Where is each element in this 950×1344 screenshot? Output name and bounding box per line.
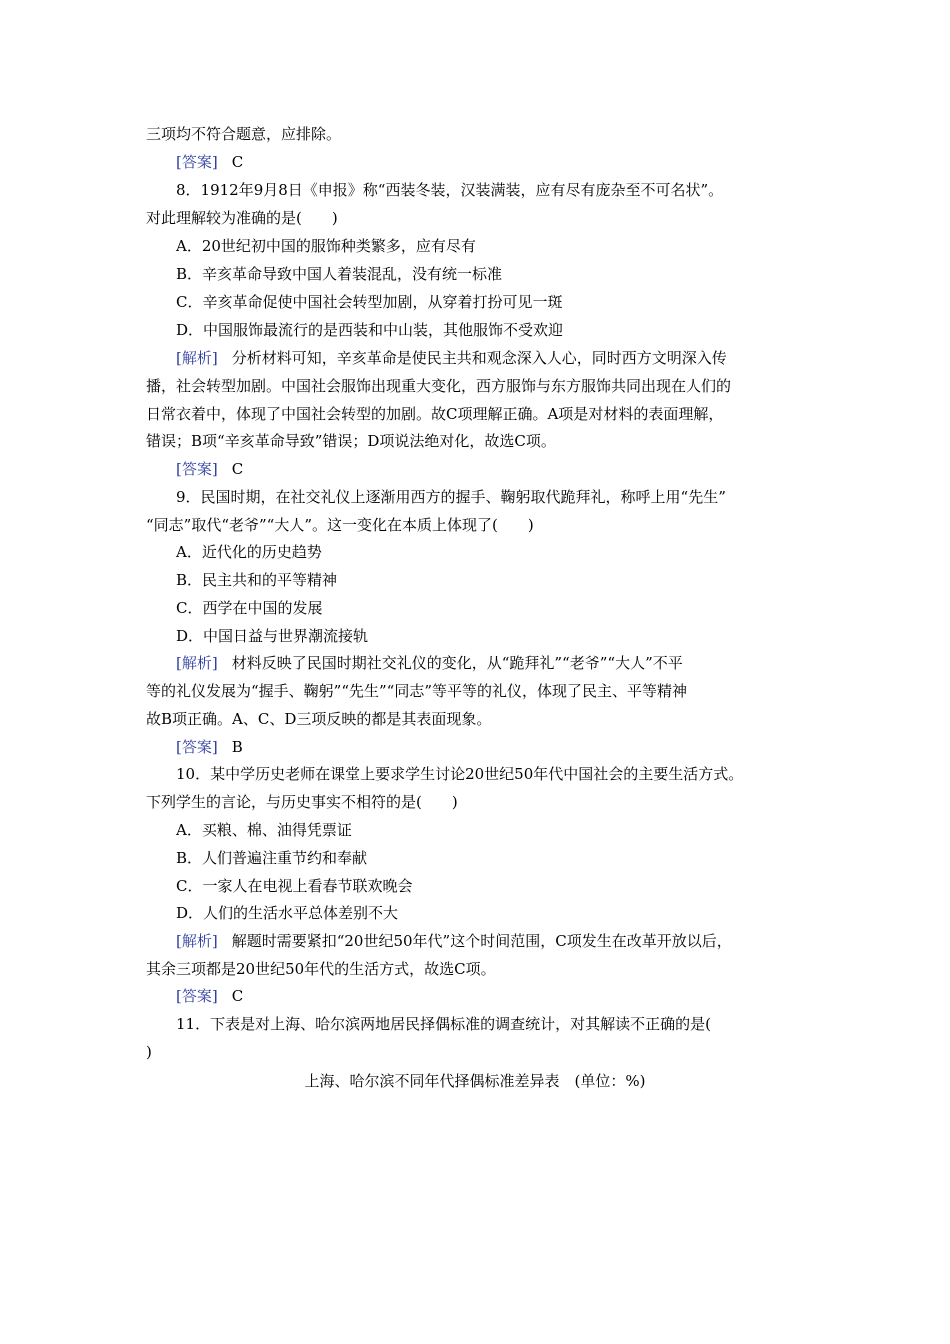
answer-value: C bbox=[231, 153, 244, 171]
q10-analysis-line bbox=[176, 931, 732, 951]
text-line: 三项均不符合题意，应排除。 bbox=[146, 125, 342, 143]
q9-stem-line: “同志”取代“老爷”“大人”。这一变化在本质上体现了( ) bbox=[146, 516, 534, 534]
q7-answer-line bbox=[176, 152, 243, 172]
q11-stem-line: ) bbox=[146, 1043, 152, 1061]
q8-stem-line: 对此理解较为准确的是( ) bbox=[146, 209, 338, 227]
q10-analysis-line: 其余三项都是20世纪50年代的生活方式，故选C项。 bbox=[146, 960, 496, 978]
q8-analysis-line: 日常衣着中，体现了中国社会转型的加剧。故C项理解正确。A项是对材料的表面理解， bbox=[146, 405, 724, 423]
analysis-text: 解题时需要紧扣“20世纪50年代”这个时间范围，C项发生在改革开放以后， bbox=[231, 932, 732, 950]
analysis-tag: [解析] bbox=[176, 932, 218, 950]
q8-option-a: A．20世纪初中国的服饰种类繁多，应有尽有 bbox=[176, 237, 476, 255]
q8-analysis-line bbox=[176, 348, 727, 368]
answer-tag: [答案] bbox=[176, 987, 218, 1005]
q10-stem-line: 10．某中学历史老师在课堂上要求学生讨论20世纪50年代中国社会的主要生活方式。 bbox=[176, 765, 744, 783]
q9-option-b: B．民主共和的平等精神 bbox=[176, 571, 338, 589]
q10-answer-line bbox=[176, 986, 243, 1006]
q8-analysis-line: 播，社会转型加剧。中国社会服饰出现重大变化，西方服饰与东方服饰共同出现在人们的 bbox=[146, 377, 732, 395]
answer-value: B bbox=[231, 738, 243, 756]
q8-answer-line bbox=[176, 459, 243, 479]
analysis-text: 材料反映了民国时期社交礼仪的变化，从“跪拜礼”“老爷”“大人”不平 bbox=[231, 654, 683, 672]
q9-analysis-line bbox=[176, 653, 683, 673]
q8-option-b: B．辛亥革命导致中国人着装混乱，没有统一标准 bbox=[176, 265, 503, 283]
analysis-tag: [解析] bbox=[176, 654, 218, 672]
q9-analysis-line: 等的礼仪发展为“握手、鞠躬”“先生”“同志”等平等的礼仪，体现了民主、平等精神 bbox=[146, 682, 688, 700]
q10-option-c: C．一家人在电视上看春节联欢晚会 bbox=[176, 877, 413, 895]
answer-tag: [答案] bbox=[176, 738, 218, 756]
q9-answer-line bbox=[176, 737, 243, 757]
q8-stem-line: 8．1912年9月8日《申报》称“西装冬装，汉装满装，应有尽有庞杂至不可名状”。 bbox=[176, 181, 724, 199]
q10-option-a: A．买粮、棉、油得凭票证 bbox=[176, 821, 352, 839]
analysis-tag: [解析] bbox=[176, 349, 218, 367]
q10-option-b: B．人们普遍注重节约和奉献 bbox=[176, 849, 368, 867]
analysis-text: 分析材料可知，辛亥革命是使民主共和观念深入人心，同时西方文明深入传 bbox=[231, 349, 727, 367]
q9-option-d: D．中国日益与世界潮流接轨 bbox=[176, 627, 369, 645]
q10-stem-line: 下列学生的言论，与历史事实不相符的是( ) bbox=[146, 793, 458, 811]
q9-option-c: C．西学在中国的发展 bbox=[176, 599, 323, 617]
answer-tag: [答案] bbox=[176, 153, 218, 171]
q9-option-a: A．近代化的历史趋势 bbox=[176, 543, 322, 561]
table-caption: 上海、哈尔滨不同年代择偶标准差异表 (单位：%) bbox=[304, 1072, 646, 1090]
q9-analysis-line: 故B项正确。A、C、D三项反映的都是其表面现象。 bbox=[146, 710, 492, 728]
answer-value: C bbox=[231, 987, 244, 1005]
q9-stem-line: 9．民国时期，在社交礼仪上逐渐用西方的握手、鞠躬取代跪拜礼，称呼上用“先生” bbox=[176, 488, 726, 506]
q11-stem-line: 11．下表是对上海、哈尔滨两地居民择偶标准的调查统计，对其解读不正确的是( bbox=[176, 1015, 711, 1033]
answer-value: C bbox=[231, 460, 244, 478]
q10-option-d: D．人们的生活水平总体差别不大 bbox=[176, 904, 399, 922]
q8-option-d: D．中国服饰最流行的是西装和中山装，其他服饰不受欢迎 bbox=[176, 321, 564, 339]
q8-analysis-line: 错误；B项“辛亥革命导致”错误；D项说法绝对化，故选C项。 bbox=[146, 432, 556, 450]
answer-tag: [答案] bbox=[176, 460, 218, 478]
q8-option-c: C．辛亥革命促使中国社会转型加剧，从穿着打扮可见一斑 bbox=[176, 293, 563, 311]
